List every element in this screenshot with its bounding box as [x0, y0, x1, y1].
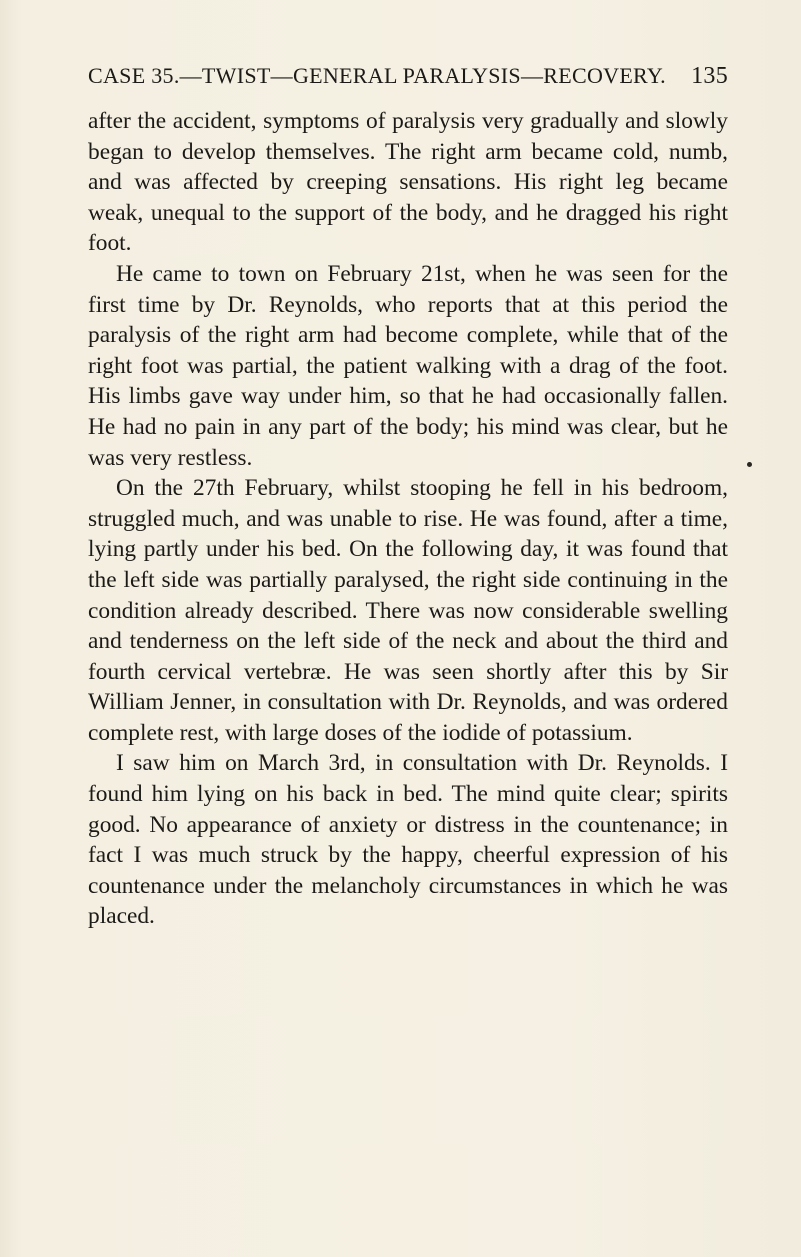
paragraph-3: On the 27th February, whilst stooping he fell in his bedroom, struggled much, and was unable to rise. He was found, after a time, lying partly under his bed. On the following day, it was found that the left side was partially paralysed, the right side continuing in the condition already described. There was now considerable swelling and tenderness on the left side of the neck and about the third and fourth cervical vertebræ. He was seen shortly after this by Sir William Jenner, in consultation with Dr. Reynolds, and was ordered complete rest, with large doses of the iodide of potassium.	[88, 475, 728, 746]
running-head	[88, 60, 728, 92]
paragraph-2: He came to town on February 21st, when he was seen for the first time by Dr. Reynolds, who reports that at this period the paralysis of the right arm had become complete, while that of the right foot was partial, the patient walking with a drag of the foot. His limbs gave way under him, so that he had occasionally fallen. He had no pain in any part of the body; his mind was clear, but he was very restless.	[88, 260, 728, 471]
ink-speck	[747, 462, 752, 467]
page-number: 135	[691, 63, 728, 89]
paragraph-4: I saw him on March 3rd, in consultation with Dr. Reynolds. I found him lying on his back in bed. The mind quite clear; spirits good. No appearance of anxiety or distress in the countenance; in fact I was much struck by the happy, cheerful expression of his countenance under the melancholy circumstances in which he was placed.	[88, 750, 728, 930]
running-head-title: CASE 35.—TWIST—GENERAL PARALYSIS—RECOVERY.	[88, 63, 666, 88]
paragraph-1: after the accident, symptoms of paralysis very gradually and slowly began to develop themselves. The right arm became cold, numb, and was affected by creeping sensations. His right leg became weak, unequal to the support of the body, and he dragged his right foot.	[88, 108, 728, 257]
body-text	[88, 106, 728, 1186]
